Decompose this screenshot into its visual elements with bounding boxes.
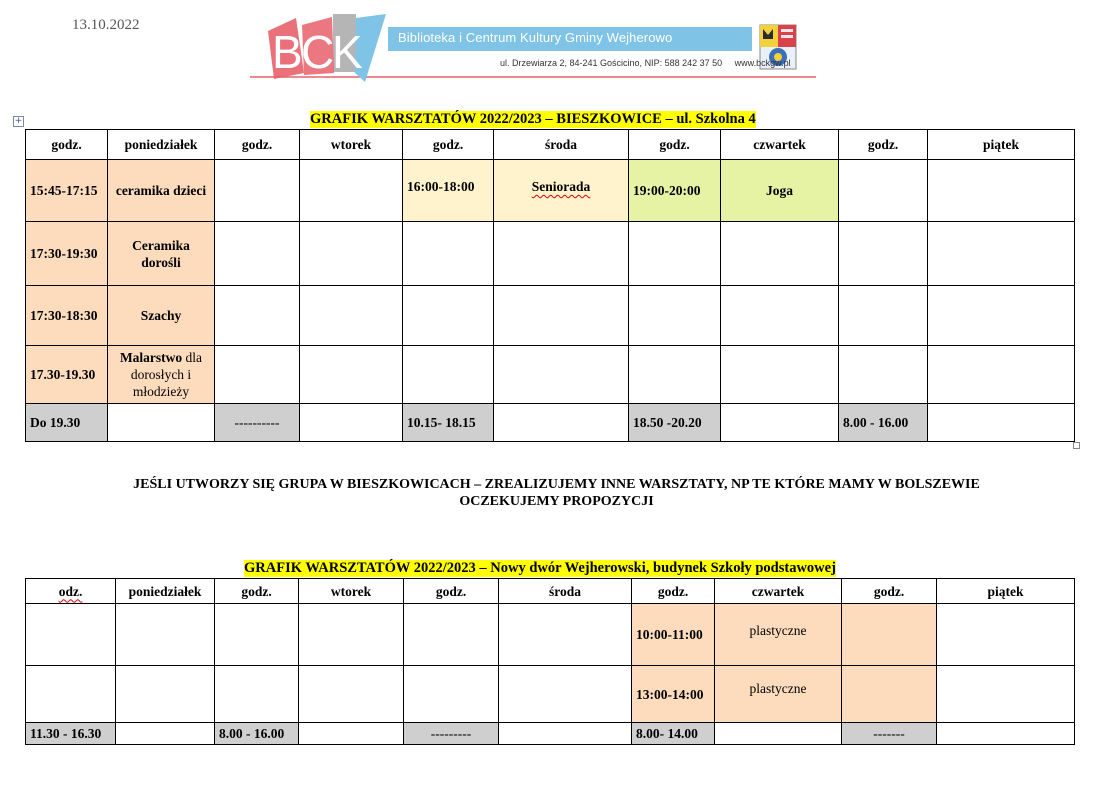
- time-cell[interactable]: [842, 604, 937, 666]
- activity-cell[interactable]: [299, 666, 404, 723]
- activity-cell[interactable]: [499, 666, 632, 723]
- table-footer-row: [26, 723, 1075, 745]
- schedule-title-bieszkowice: GRAFIK WARSZTATÓW 2022/2023 – BIESZKOWICE – ul. Szkolna 4: [310, 111, 756, 127]
- activity-cell[interactable]: [928, 160, 1075, 222]
- header-cell: czwartek: [721, 130, 839, 160]
- time-cell[interactable]: [629, 222, 721, 286]
- activity-cell[interactable]: [300, 160, 403, 222]
- footer-cell[interactable]: [499, 723, 632, 745]
- svg-text:K: K: [332, 26, 363, 78]
- schedule-table-nowy-dwor: [25, 578, 1075, 745]
- notice-line-2: OCZEKUJEMY PROPOZYCJI: [459, 494, 654, 509]
- activity-cell[interactable]: [116, 604, 215, 666]
- activity-label-bold: Malarstwo: [119, 350, 183, 365]
- table-row: [26, 604, 1075, 666]
- table-footer-row: [26, 404, 1075, 442]
- time-cell[interactable]: 19:00-20:00: [629, 160, 721, 222]
- activity-cell[interactable]: [494, 346, 629, 404]
- activity-cell[interactable]: Joga: [721, 160, 839, 222]
- time-cell[interactable]: [839, 286, 928, 346]
- time-cell[interactable]: [215, 346, 300, 404]
- time-cell[interactable]: 15:45-17:15: [26, 160, 108, 222]
- time-cell[interactable]: [403, 286, 494, 346]
- hours-cell[interactable]: ----------: [215, 404, 300, 442]
- activity-cell[interactable]: [494, 222, 629, 286]
- time-cell[interactable]: [215, 286, 300, 346]
- header-cell: godz.: [215, 579, 299, 604]
- header-cell: poniedziałek: [116, 579, 215, 604]
- activity-cell[interactable]: [721, 286, 839, 346]
- activity-label-rest: młodzieży: [132, 384, 190, 399]
- table-row: [26, 222, 1075, 286]
- activity-cell[interactable]: ceramika dzieci: [108, 160, 215, 222]
- footer-cell[interactable]: [299, 723, 404, 745]
- activity-cell[interactable]: [300, 346, 403, 404]
- hours-cell[interactable]: -------: [842, 723, 937, 745]
- hours-cell[interactable]: ---------: [404, 723, 499, 745]
- svg-text:B: B: [272, 26, 303, 78]
- footer-cell[interactable]: [108, 404, 215, 442]
- time-cell[interactable]: [215, 222, 300, 286]
- time-cell[interactable]: [403, 222, 494, 286]
- activity-cell[interactable]: [299, 604, 404, 666]
- table-header-row: [26, 579, 1075, 604]
- time-cell[interactable]: 17:30-19:30: [26, 222, 108, 286]
- time-cell[interactable]: [839, 160, 928, 222]
- activity-cell[interactable]: [108, 346, 215, 404]
- table-resize-handle[interactable]: [1073, 442, 1080, 449]
- table-row: [26, 666, 1075, 723]
- header-cell: godz.: [632, 579, 715, 604]
- header-cell: środa: [494, 130, 629, 160]
- time-cell[interactable]: [404, 604, 499, 666]
- time-cell[interactable]: 17.30-19.30: [26, 346, 108, 404]
- table-row: [26, 286, 1075, 346]
- activity-cell[interactable]: plastyczne: [715, 666, 842, 723]
- activity-cell[interactable]: Szachy: [108, 286, 215, 346]
- time-cell[interactable]: 13:00-14:00: [632, 666, 715, 723]
- footer-cell[interactable]: [715, 723, 842, 745]
- activity-cell[interactable]: [928, 222, 1075, 286]
- time-cell[interactable]: [839, 346, 928, 404]
- footer-cell[interactable]: [928, 404, 1075, 442]
- footer-cell[interactable]: [300, 404, 403, 442]
- hours-cell[interactable]: Do 19.30: [26, 404, 108, 442]
- table-move-icon[interactable]: +: [14, 116, 23, 126]
- activity-cell[interactable]: [300, 286, 403, 346]
- time-cell[interactable]: 10:00-11:00: [632, 604, 715, 666]
- header-cell: czwartek: [715, 579, 842, 604]
- time-cell[interactable]: [629, 346, 721, 404]
- hours-cell[interactable]: 8.00- 14.00: [632, 723, 715, 745]
- header-cell: godz.: [215, 130, 300, 160]
- notice-line-1: JEŚLI UTWORZY SIĘ GRUPA W BIESZKOWICACH – ZREALIZUJEMY INNE WARSZTATY, NP TE KTÓRE MAMY W BOLSZEWIE: [133, 477, 980, 492]
- header-cell: poniedziałek: [108, 130, 215, 160]
- table-row: [26, 346, 1075, 404]
- svg-text:C: C: [301, 26, 335, 78]
- header-cell: godz.: [404, 579, 499, 604]
- activity-label: Seniorada: [531, 179, 591, 194]
- hours-cell[interactable]: 10.15- 18.15: [403, 404, 494, 442]
- hours-cell[interactable]: 8.00 - 16.00: [839, 404, 928, 442]
- table-row: [26, 160, 1075, 222]
- header-label: odz.: [58, 583, 83, 599]
- footer-cell[interactable]: [721, 404, 839, 442]
- logo-address: ul. Drzewiarza 2, 84-241 Gościcino, NIP: 588 242 37 50 www.bckgw.pl: [500, 58, 791, 68]
- activity-label-rest: dla: [182, 350, 203, 365]
- header-cell: wtorek: [299, 579, 404, 604]
- time-cell[interactable]: [839, 222, 928, 286]
- header-cell: godz.: [839, 130, 928, 160]
- header-cell: piątek: [937, 579, 1075, 604]
- activity-cell[interactable]: [721, 346, 839, 404]
- time-cell[interactable]: 17:30-18:30: [26, 286, 108, 346]
- activity-cell[interactable]: [499, 604, 632, 666]
- header-cell: godz.: [403, 130, 494, 160]
- document-date: 13.10.2022: [72, 17, 140, 33]
- time-cell[interactable]: [26, 604, 116, 666]
- time-cell[interactable]: [842, 666, 937, 723]
- time-cell[interactable]: [404, 666, 499, 723]
- time-cell[interactable]: [215, 160, 300, 222]
- schedule-title-nowy-dwor: GRAFIK WARSZTATÓW 2022/2023 – Nowy dwór Wejherowski, budynek Szkoły podstawowej: [244, 560, 836, 576]
- footer-cell[interactable]: [494, 404, 629, 442]
- activity-cell[interactable]: [937, 666, 1075, 723]
- header-cell: [26, 579, 116, 604]
- time-cell[interactable]: [403, 346, 494, 404]
- hours-cell[interactable]: 18.50 -20.20: [629, 404, 721, 442]
- activity-cell[interactable]: [300, 222, 403, 286]
- activity-cell[interactable]: [494, 160, 629, 222]
- time-cell[interactable]: [215, 604, 299, 666]
- header-cell: godz.: [842, 579, 937, 604]
- footer-cell[interactable]: [116, 723, 215, 745]
- activity-cell[interactable]: [928, 286, 1075, 346]
- time-cell[interactable]: 16:00-18:00: [403, 160, 494, 222]
- time-cell[interactable]: [629, 286, 721, 346]
- header-cell: godz.: [629, 130, 721, 160]
- footer-cell[interactable]: [937, 723, 1075, 745]
- activity-cell[interactable]: plastyczne: [715, 604, 842, 666]
- hours-cell[interactable]: 8.00 - 16.00: [215, 723, 299, 745]
- activity-cell[interactable]: [494, 286, 629, 346]
- header-cell: wtorek: [300, 130, 403, 160]
- header-cell: piątek: [928, 130, 1075, 160]
- table-header-row: [26, 130, 1075, 160]
- activity-label-rest: dorosłych i: [130, 367, 192, 382]
- header-cell: środa: [499, 579, 632, 604]
- activity-cell[interactable]: [937, 604, 1075, 666]
- header-cell: godz.: [26, 130, 108, 160]
- time-cell[interactable]: [215, 666, 299, 723]
- logo-name: Biblioteka i Centrum Kultury Gminy Wejherowo: [398, 30, 673, 45]
- bck-logo: [250, 13, 820, 85]
- activity-cell[interactable]: [721, 222, 839, 286]
- schedule-table-bieszkowice: [25, 129, 1075, 442]
- activity-cell[interactable]: [116, 666, 215, 723]
- activity-cell[interactable]: [928, 346, 1075, 404]
- time-cell[interactable]: [26, 666, 116, 723]
- activity-cell[interactable]: Ceramika dorośli: [108, 222, 215, 286]
- hours-cell[interactable]: 11.30 - 16.30: [26, 723, 116, 745]
